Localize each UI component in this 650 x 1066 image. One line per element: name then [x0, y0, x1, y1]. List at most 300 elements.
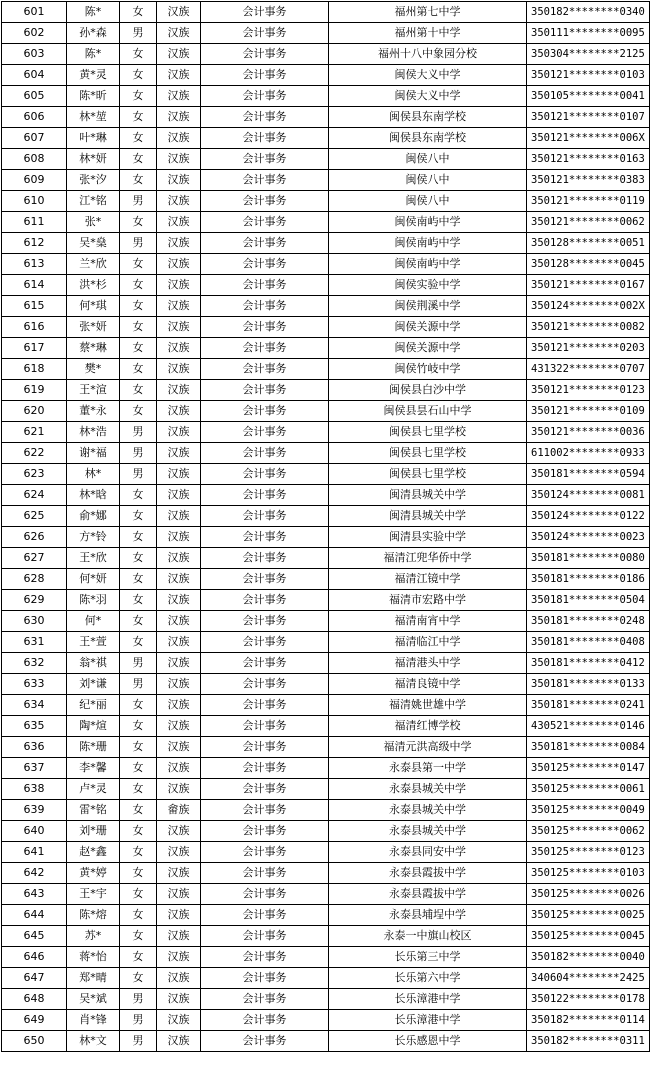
- student-name-cell: 卢*灵: [67, 779, 120, 800]
- major-cell: 会计事务: [201, 275, 329, 296]
- school-cell: 永泰县城关中学: [329, 800, 527, 821]
- school-cell: 闽侯八中: [329, 149, 527, 170]
- row-number-cell: 620: [2, 401, 67, 422]
- school-cell: 闽侯八中: [329, 170, 527, 191]
- id-number-cell: 350181********0084: [527, 737, 650, 758]
- student-name-cell: 蒋*怡: [67, 947, 120, 968]
- ethnicity-cell: 汉族: [157, 65, 201, 86]
- major-cell: 会计事务: [201, 800, 329, 821]
- student-name-cell: 雷*铭: [67, 800, 120, 821]
- major-cell: 会计事务: [201, 527, 329, 548]
- student-name-cell: 吴*燊: [67, 233, 120, 254]
- row-number-cell: 628: [2, 569, 67, 590]
- school-cell: 闽侯关源中学: [329, 338, 527, 359]
- table-row: [2, 632, 650, 653]
- gender-cell: 女: [120, 296, 157, 317]
- school-cell: 长乐漳港中学: [329, 989, 527, 1010]
- student-name-cell: 王*欣: [67, 548, 120, 569]
- gender-cell: 女: [120, 65, 157, 86]
- student-name-cell: 黄*婷: [67, 863, 120, 884]
- major-cell: 会计事务: [201, 23, 329, 44]
- row-number-cell: 624: [2, 485, 67, 506]
- id-number-cell: 350181********0248: [527, 611, 650, 632]
- major-cell: 会计事务: [201, 170, 329, 191]
- gender-cell: 男: [120, 1031, 157, 1052]
- major-cell: 会计事务: [201, 317, 329, 338]
- major-cell: 会计事务: [201, 1010, 329, 1031]
- ethnicity-cell: 汉族: [157, 716, 201, 737]
- id-number-cell: 350125********0025: [527, 905, 650, 926]
- major-cell: 会计事务: [201, 1031, 329, 1052]
- ethnicity-cell: 汉族: [157, 86, 201, 107]
- id-number-cell: 611002********0933: [527, 443, 650, 464]
- gender-cell: 女: [120, 716, 157, 737]
- major-cell: 会计事务: [201, 464, 329, 485]
- ethnicity-cell: 汉族: [157, 737, 201, 758]
- gender-cell: 女: [120, 506, 157, 527]
- id-number-cell: 350124********0081: [527, 485, 650, 506]
- student-name-cell: 林*妍: [67, 149, 120, 170]
- gender-cell: 女: [120, 86, 157, 107]
- school-cell: 闽侯大义中学: [329, 65, 527, 86]
- student-name-cell: 方*铃: [67, 527, 120, 548]
- student-name-cell: 董*永: [67, 401, 120, 422]
- row-number-cell: 641: [2, 842, 67, 863]
- ethnicity-cell: 汉族: [157, 23, 201, 44]
- table-row: [2, 254, 650, 275]
- student-name-cell: 江*铭: [67, 191, 120, 212]
- gender-cell: 男: [120, 464, 157, 485]
- row-number-cell: 621: [2, 422, 67, 443]
- id-number-cell: 350181********0408: [527, 632, 650, 653]
- gender-cell: 女: [120, 842, 157, 863]
- school-cell: 福清良镜中学: [329, 674, 527, 695]
- ethnicity-cell: 汉族: [157, 275, 201, 296]
- school-cell: 永泰县第一中学: [329, 758, 527, 779]
- row-number-cell: 612: [2, 233, 67, 254]
- school-cell: 闽侯大义中学: [329, 86, 527, 107]
- row-number-cell: 601: [2, 2, 67, 23]
- id-number-cell: 350181********0594: [527, 464, 650, 485]
- table-row: [2, 1010, 650, 1031]
- student-name-cell: 兰*欣: [67, 254, 120, 275]
- student-name-cell: 林*浩: [67, 422, 120, 443]
- gender-cell: 男: [120, 989, 157, 1010]
- gender-cell: 女: [120, 212, 157, 233]
- row-number-cell: 607: [2, 128, 67, 149]
- table-row: [2, 548, 650, 569]
- gender-cell: 女: [120, 779, 157, 800]
- table-row: [2, 212, 650, 233]
- id-number-cell: 350122********0178: [527, 989, 650, 1010]
- major-cell: 会计事务: [201, 86, 329, 107]
- id-number-cell: 350124********002X: [527, 296, 650, 317]
- student-name-cell: 林*晗: [67, 485, 120, 506]
- gender-cell: 女: [120, 338, 157, 359]
- row-number-cell: 648: [2, 989, 67, 1010]
- row-number-cell: 647: [2, 968, 67, 989]
- school-cell: 闽侯荆溪中学: [329, 296, 527, 317]
- row-number-cell: 616: [2, 317, 67, 338]
- id-number-cell: 350181********0241: [527, 695, 650, 716]
- row-number-cell: 645: [2, 926, 67, 947]
- school-cell: 闽侯南屿中学: [329, 233, 527, 254]
- row-number-cell: 605: [2, 86, 67, 107]
- table-row: [2, 65, 650, 86]
- major-cell: 会计事务: [201, 443, 329, 464]
- id-number-cell: 350181********0412: [527, 653, 650, 674]
- table-row: [2, 821, 650, 842]
- ethnicity-cell: 汉族: [157, 905, 201, 926]
- school-cell: 闽侯南屿中学: [329, 212, 527, 233]
- school-cell: 永泰县城关中学: [329, 779, 527, 800]
- table-row: [2, 401, 650, 422]
- major-cell: 会计事务: [201, 779, 329, 800]
- student-name-cell: 王*萱: [67, 632, 120, 653]
- school-cell: 福州十八中象园分校: [329, 44, 527, 65]
- table-row: [2, 611, 650, 632]
- major-cell: 会计事务: [201, 107, 329, 128]
- gender-cell: 女: [120, 695, 157, 716]
- major-cell: 会计事务: [201, 149, 329, 170]
- major-cell: 会计事务: [201, 128, 329, 149]
- gender-cell: 女: [120, 44, 157, 65]
- row-number-cell: 611: [2, 212, 67, 233]
- ethnicity-cell: 汉族: [157, 653, 201, 674]
- table-row: [2, 758, 650, 779]
- id-number-cell: 350181********0133: [527, 674, 650, 695]
- ethnicity-cell: 汉族: [157, 128, 201, 149]
- student-name-cell: 何*: [67, 611, 120, 632]
- gender-cell: 女: [120, 632, 157, 653]
- gender-cell: 男: [120, 191, 157, 212]
- id-number-cell: 350121********006X: [527, 128, 650, 149]
- gender-cell: 女: [120, 359, 157, 380]
- ethnicity-cell: 汉族: [157, 674, 201, 695]
- major-cell: 会计事务: [201, 590, 329, 611]
- student-name-cell: 陈*珊: [67, 737, 120, 758]
- school-cell: 永泰县霞拔中学: [329, 863, 527, 884]
- ethnicity-cell: 汉族: [157, 317, 201, 338]
- row-number-cell: 608: [2, 149, 67, 170]
- ethnicity-cell: 汉族: [157, 149, 201, 170]
- student-name-cell: 陈*: [67, 44, 120, 65]
- row-number-cell: 623: [2, 464, 67, 485]
- row-number-cell: 603: [2, 44, 67, 65]
- id-number-cell: 350124********0023: [527, 527, 650, 548]
- id-number-cell: 350125********0049: [527, 800, 650, 821]
- school-cell: 长乐第三中学: [329, 947, 527, 968]
- table-row: [2, 947, 650, 968]
- id-number-cell: 350182********0311: [527, 1031, 650, 1052]
- id-number-cell: 340604********2425: [527, 968, 650, 989]
- id-number-cell: 350128********0051: [527, 233, 650, 254]
- school-cell: 福清市宏路中学: [329, 590, 527, 611]
- row-number-cell: 615: [2, 296, 67, 317]
- major-cell: 会计事务: [201, 506, 329, 527]
- id-number-cell: 350181********0186: [527, 569, 650, 590]
- ethnicity-cell: 汉族: [157, 1010, 201, 1031]
- table-row: [2, 737, 650, 758]
- ethnicity-cell: 汉族: [157, 842, 201, 863]
- student-name-cell: 何*琪: [67, 296, 120, 317]
- gender-cell: 男: [120, 233, 157, 254]
- ethnicity-cell: 汉族: [157, 821, 201, 842]
- id-number-cell: 350105********0041: [527, 86, 650, 107]
- major-cell: 会计事务: [201, 422, 329, 443]
- gender-cell: 女: [120, 758, 157, 779]
- gender-cell: 女: [120, 380, 157, 401]
- gender-cell: 女: [120, 821, 157, 842]
- gender-cell: 女: [120, 569, 157, 590]
- major-cell: 会计事务: [201, 674, 329, 695]
- student-name-cell: 黄*灵: [67, 65, 120, 86]
- table-row: [2, 23, 650, 44]
- row-number-cell: 627: [2, 548, 67, 569]
- school-cell: 永泰县同安中学: [329, 842, 527, 863]
- major-cell: 会计事务: [201, 254, 329, 275]
- school-cell: 福清红博学校: [329, 716, 527, 737]
- student-name-cell: 陈*熔: [67, 905, 120, 926]
- id-number-cell: 350182********0040: [527, 947, 650, 968]
- gender-cell: 女: [120, 926, 157, 947]
- school-cell: 闽侯县白沙中学: [329, 380, 527, 401]
- table-row: [2, 674, 650, 695]
- school-cell: 闽侯关源中学: [329, 317, 527, 338]
- table-row: [2, 989, 650, 1010]
- ethnicity-cell: 汉族: [157, 422, 201, 443]
- table-row: [2, 506, 650, 527]
- major-cell: 会计事务: [201, 653, 329, 674]
- school-cell: 福清元洪高级中学: [329, 737, 527, 758]
- row-number-cell: 617: [2, 338, 67, 359]
- id-number-cell: 350182********0340: [527, 2, 650, 23]
- ethnicity-cell: 汉族: [157, 44, 201, 65]
- id-number-cell: 350125********0062: [527, 821, 650, 842]
- ethnicity-cell: 汉族: [157, 548, 201, 569]
- id-number-cell: 430521********0146: [527, 716, 650, 737]
- row-number-cell: 604: [2, 65, 67, 86]
- school-cell: 闽侯县东南学校: [329, 107, 527, 128]
- major-cell: 会计事务: [201, 863, 329, 884]
- gender-cell: 女: [120, 905, 157, 926]
- gender-cell: 女: [120, 170, 157, 191]
- ethnicity-cell: 汉族: [157, 212, 201, 233]
- student-name-cell: 王*渲: [67, 380, 120, 401]
- school-cell: 闽侯实验中学: [329, 275, 527, 296]
- school-cell: 闽清县城关中学: [329, 485, 527, 506]
- major-cell: 会计事务: [201, 695, 329, 716]
- id-number-cell: 350121********0107: [527, 107, 650, 128]
- row-number-cell: 632: [2, 653, 67, 674]
- ethnicity-cell: 汉族: [157, 2, 201, 23]
- gender-cell: 男: [120, 653, 157, 674]
- ethnicity-cell: 汉族: [157, 107, 201, 128]
- school-cell: 闽侯八中: [329, 191, 527, 212]
- student-name-cell: 张*妍: [67, 317, 120, 338]
- student-name-cell: 何*妍: [67, 569, 120, 590]
- ethnicity-cell: 汉族: [157, 590, 201, 611]
- table-row: [2, 149, 650, 170]
- gender-cell: 男: [120, 443, 157, 464]
- ethnicity-cell: 汉族: [157, 863, 201, 884]
- table-row: [2, 464, 650, 485]
- major-cell: 会计事务: [201, 401, 329, 422]
- id-number-cell: 350125********0103: [527, 863, 650, 884]
- id-number-cell: 350125********0061: [527, 779, 650, 800]
- major-cell: 会计事务: [201, 2, 329, 23]
- id-number-cell: 350124********0122: [527, 506, 650, 527]
- ethnicity-cell: 汉族: [157, 401, 201, 422]
- ethnicity-cell: 畲族: [157, 800, 201, 821]
- table-row: [2, 422, 650, 443]
- row-number-cell: 644: [2, 905, 67, 926]
- row-number-cell: 626: [2, 527, 67, 548]
- student-name-cell: 林*文: [67, 1031, 120, 1052]
- student-name-cell: 李*馨: [67, 758, 120, 779]
- major-cell: 会计事务: [201, 968, 329, 989]
- table-row: [2, 128, 650, 149]
- gender-cell: 男: [120, 674, 157, 695]
- major-cell: 会计事务: [201, 716, 329, 737]
- id-number-cell: 350121********0103: [527, 65, 650, 86]
- major-cell: 会计事务: [201, 65, 329, 86]
- ethnicity-cell: 汉族: [157, 968, 201, 989]
- row-number-cell: 614: [2, 275, 67, 296]
- table-row: [2, 695, 650, 716]
- student-name-cell: 陶*煊: [67, 716, 120, 737]
- row-number-cell: 640: [2, 821, 67, 842]
- major-cell: 会计事务: [201, 212, 329, 233]
- table-row: [2, 443, 650, 464]
- row-number-cell: 631: [2, 632, 67, 653]
- id-number-cell: 431322********0707: [527, 359, 650, 380]
- school-cell: 福清南宵中学: [329, 611, 527, 632]
- table-row: [2, 296, 650, 317]
- table-row: [2, 191, 650, 212]
- table-row: [2, 170, 650, 191]
- id-number-cell: 350125********0147: [527, 758, 650, 779]
- student-name-cell: 孙*森: [67, 23, 120, 44]
- id-number-cell: 350121********0203: [527, 338, 650, 359]
- row-number-cell: 637: [2, 758, 67, 779]
- major-cell: 会计事务: [201, 380, 329, 401]
- table-row: [2, 86, 650, 107]
- student-name-cell: 刘*谦: [67, 674, 120, 695]
- school-cell: 永泰县霞拔中学: [329, 884, 527, 905]
- gender-cell: 女: [120, 590, 157, 611]
- ethnicity-cell: 汉族: [157, 779, 201, 800]
- row-number-cell: 636: [2, 737, 67, 758]
- row-number-cell: 643: [2, 884, 67, 905]
- table-row: [2, 317, 650, 338]
- id-number-cell: 350121********0123: [527, 380, 650, 401]
- id-number-cell: 350125********0045: [527, 926, 650, 947]
- table-row: [2, 233, 650, 254]
- gender-cell: 女: [120, 737, 157, 758]
- id-number-cell: 350121********0082: [527, 317, 650, 338]
- row-number-cell: 633: [2, 674, 67, 695]
- id-number-cell: 350121********0167: [527, 275, 650, 296]
- ethnicity-cell: 汉族: [157, 506, 201, 527]
- school-cell: 闽侯县七里学校: [329, 443, 527, 464]
- school-cell: 闽侯南屿中学: [329, 254, 527, 275]
- row-number-cell: 602: [2, 23, 67, 44]
- row-number-cell: 642: [2, 863, 67, 884]
- student-name-cell: 陈*羽: [67, 590, 120, 611]
- gender-cell: 女: [120, 863, 157, 884]
- gender-cell: 女: [120, 548, 157, 569]
- gender-cell: 女: [120, 485, 157, 506]
- major-cell: 会计事务: [201, 632, 329, 653]
- school-cell: 永泰一中旗山校区: [329, 926, 527, 947]
- row-number-cell: 630: [2, 611, 67, 632]
- row-number-cell: 619: [2, 380, 67, 401]
- table-row: [2, 44, 650, 65]
- ethnicity-cell: 汉族: [157, 947, 201, 968]
- gender-cell: 女: [120, 401, 157, 422]
- student-name-cell: 陈*: [67, 2, 120, 23]
- id-number-cell: 350182********0114: [527, 1010, 650, 1031]
- table-row: [2, 380, 650, 401]
- school-cell: 永泰县埔埕中学: [329, 905, 527, 926]
- roster-body: [2, 2, 650, 1052]
- ethnicity-cell: 汉族: [157, 884, 201, 905]
- major-cell: 会计事务: [201, 989, 329, 1010]
- id-number-cell: 350125********0026: [527, 884, 650, 905]
- table-row: [2, 338, 650, 359]
- gender-cell: 女: [120, 107, 157, 128]
- student-name-cell: 林*堃: [67, 107, 120, 128]
- table-row: [2, 842, 650, 863]
- ethnicity-cell: 汉族: [157, 1031, 201, 1052]
- school-cell: 闽侯县七里学校: [329, 422, 527, 443]
- id-number-cell: 350181********0080: [527, 548, 650, 569]
- major-cell: 会计事务: [201, 338, 329, 359]
- id-number-cell: 350181********0504: [527, 590, 650, 611]
- student-name-cell: 肖*锋: [67, 1010, 120, 1031]
- student-name-cell: 纪*丽: [67, 695, 120, 716]
- school-cell: 福州第十中学: [329, 23, 527, 44]
- table-row: [2, 926, 650, 947]
- table-row: [2, 275, 650, 296]
- school-cell: 福州第七中学: [329, 2, 527, 23]
- student-name-cell: 洪*杉: [67, 275, 120, 296]
- row-number-cell: 629: [2, 590, 67, 611]
- gender-cell: 女: [120, 128, 157, 149]
- table-row: [2, 968, 650, 989]
- student-name-cell: 樊*: [67, 359, 120, 380]
- student-name-cell: 张*汐: [67, 170, 120, 191]
- gender-cell: 女: [120, 527, 157, 548]
- table-row: [2, 569, 650, 590]
- row-number-cell: 610: [2, 191, 67, 212]
- student-name-cell: 王*宇: [67, 884, 120, 905]
- student-name-cell: 谢*福: [67, 443, 120, 464]
- student-roster-table: [1, 1, 650, 1052]
- gender-cell: 女: [120, 611, 157, 632]
- school-cell: 闽侯县七里学校: [329, 464, 527, 485]
- ethnicity-cell: 汉族: [157, 359, 201, 380]
- ethnicity-cell: 汉族: [157, 758, 201, 779]
- ethnicity-cell: 汉族: [157, 485, 201, 506]
- major-cell: 会计事务: [201, 569, 329, 590]
- student-name-cell: 林*: [67, 464, 120, 485]
- school-cell: 福清港头中学: [329, 653, 527, 674]
- id-number-cell: 350121********0036: [527, 422, 650, 443]
- id-number-cell: 350121********0383: [527, 170, 650, 191]
- ethnicity-cell: 汉族: [157, 695, 201, 716]
